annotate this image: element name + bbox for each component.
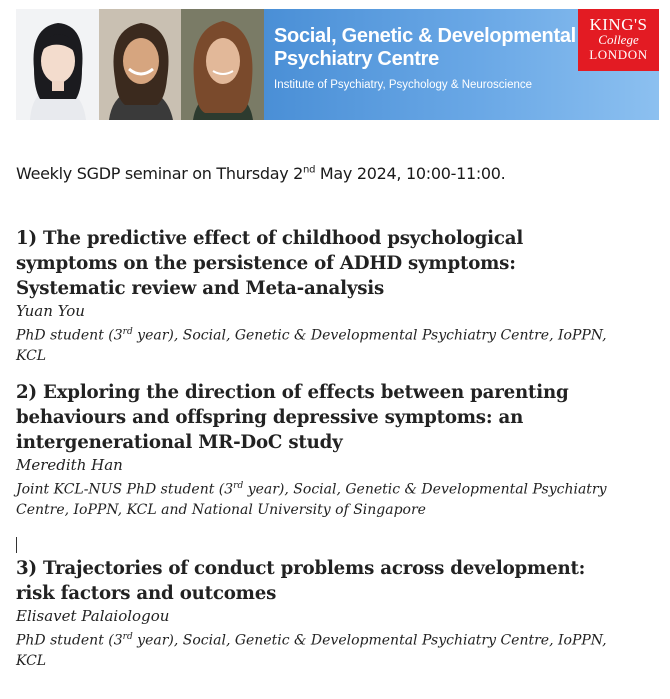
header-banner: [16, 9, 659, 120]
talk-title: 2) Exploring the direction of effects between parenting behaviours and offspring depressive symptoms: an intergenerational MR-DoC study: [16, 382, 569, 453]
centre-title-band: [264, 9, 659, 120]
text-cursor: [16, 537, 17, 553]
talk-affiliation: PhD student (3rd year), Social, Genetic & Developmental Psychiatry Centre, IoPPN, KCL: [16, 327, 607, 364]
speaker-photo-2: [99, 9, 181, 120]
centre-title: Social, Genetic & Developmental Psychiatry Centre: [274, 25, 576, 70]
talk-speaker: Meredith Han: [16, 456, 123, 474]
talk-title: 3) Trajectories of conduct problems across development: risk factors and outcomes: [16, 558, 586, 604]
talk-affiliation: Joint KCL-NUS PhD student (3rd year), Social, Genetic & Developmental Psychiatry Centre, IoPPN, KCL and National University of Singapore: [16, 481, 607, 518]
talk-1: [16, 226, 626, 366]
seminar-intro: Weekly SGDP seminar on Thursday 2nd May 2024, 10:00-11:00.: [16, 164, 506, 183]
talk-speaker: Elisavet Palaiologou: [16, 607, 170, 625]
talk-2: [16, 380, 626, 520]
talk-speaker: Yuan You: [16, 302, 85, 320]
talk-3: [16, 556, 626, 671]
talk-title: 1) The predictive effect of childhood psychological symptoms on the persistence of ADHD symptoms: Systematic review and Meta-analysis: [16, 228, 524, 299]
kings-college-logo: KING'S College LONDON: [578, 9, 659, 71]
speaker-photo-1: [16, 9, 99, 120]
speaker-photo-3: [181, 9, 264, 120]
institute-subtitle: Institute of Psychiatry, Psychology & Neuroscience: [274, 79, 533, 91]
talk-affiliation: PhD student (3rd year), Social, Genetic & Developmental Psychiatry Centre, IoPPN, KCL: [16, 632, 607, 669]
